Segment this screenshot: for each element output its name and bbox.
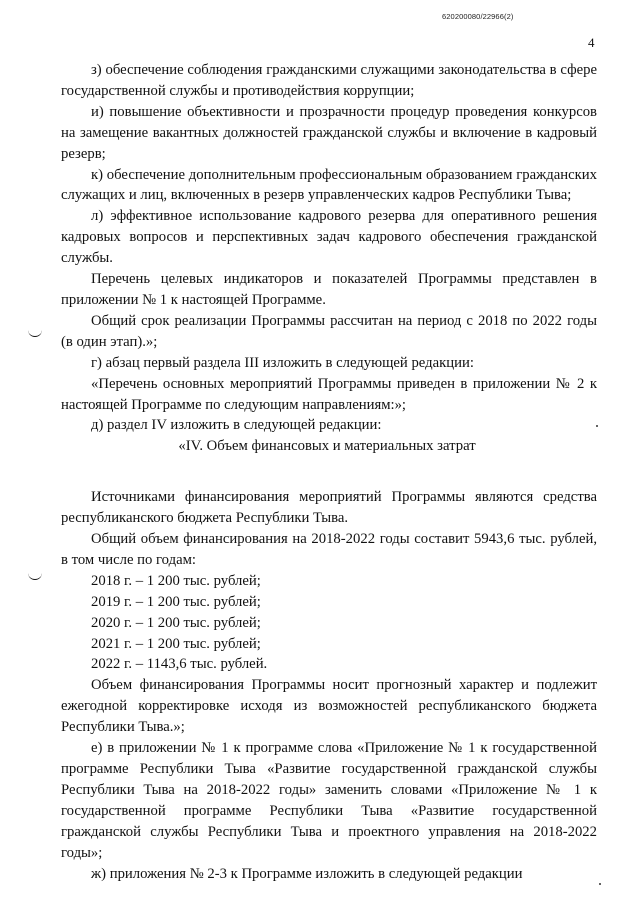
paragraph: г) абзац первый раздела III изложить в следующей редакции: xyxy=(91,354,474,371)
paragraph: к) обеспечение дополнительным профессиональным образованием гражданских служащих и лиц, включенных в резерв управленческих кадров Республики Тыва; xyxy=(61,166,597,204)
paragraph: Источниками финансирования мероприятий Программы являются средства республиканского бюджета Республики Тыва. xyxy=(61,489,597,527)
paragraph: Объем финансирования Программы носит прогнозный характер и подлежит ежегодной корректировке исходя из возможностей республиканского бюджета Республики Тыва.»; xyxy=(61,677,597,736)
paragraph: л) эффективное использование кадрового резерва для оперативного решения кадровых вопросов и перспективных задач кадрового обеспечения гражданской службы. xyxy=(61,208,597,267)
binding-mark xyxy=(28,330,42,337)
paragraph: «Перечень основных мероприятий Программы приведен в приложении № 2 к настоящей Программе по следующим направлениям:»; xyxy=(61,375,597,413)
paragraph: и) повышение объективности и прозрачности процедур проведения конкурсов на замещение вакантных должностей гражданской службы и включение в кадровый резерв; xyxy=(61,103,597,162)
document-number: 620200080/22966(2) xyxy=(442,12,514,21)
binding-mark xyxy=(28,573,42,580)
paragraph: Перечень целевых индикаторов и показателей Программы представлен в приложении № 1 к настоящей Программе. xyxy=(61,271,597,308)
scan-speck xyxy=(599,883,601,885)
funding-year-line: 2021 г. – 1 200 тыс. рублей; xyxy=(91,635,261,652)
paragraph: з) обеспечение соблюдения гражданскими служащими законодательства в сфере государственной службы и противодействия коррупции; xyxy=(61,62,597,99)
paragraph: Общий срок реализации Программы рассчитан на период с 2018 по 2022 годы (в один этап).»; xyxy=(61,312,597,350)
paragraph: е) в приложении № 1 к программе слова «Приложение № 1 к государственной программе Республики Тыва «Развитие государственной гражданской службы Республики Тыва на 2018-2022 годы» заменить словами «Приложение № 1 к государственной программе Республики Тыва «Развитие государственной гражданской службы Республики Тыва и проектного управления на 2018-2022 годы»; xyxy=(61,740,597,861)
document-body xyxy=(61,60,597,884)
spacer xyxy=(61,457,597,487)
page-number: 4 xyxy=(588,35,595,50)
funding-year-line: 2020 г. – 1 200 тыс. рублей; xyxy=(91,614,261,631)
paragraph: ж) приложения № 2-3 к Программе изложить в следующей редакции xyxy=(91,865,523,882)
section-heading: «IV. Объем финансовых и материальных затрат xyxy=(178,438,476,455)
paragraph: Общий объем финансирования на 2018-2022 годы составит 5943,6 тыс. рублей, в том числе по годам: xyxy=(61,531,597,568)
funding-year-line: 2019 г. – 1 200 тыс. рублей; xyxy=(91,593,261,610)
funding-year-line: 2018 г. – 1 200 тыс. рублей; xyxy=(91,572,261,589)
funding-year-line: 2022 г. – 1143,6 тыс. рублей. xyxy=(91,656,268,673)
paragraph: д) раздел IV изложить в следующей редакции: xyxy=(91,417,382,434)
